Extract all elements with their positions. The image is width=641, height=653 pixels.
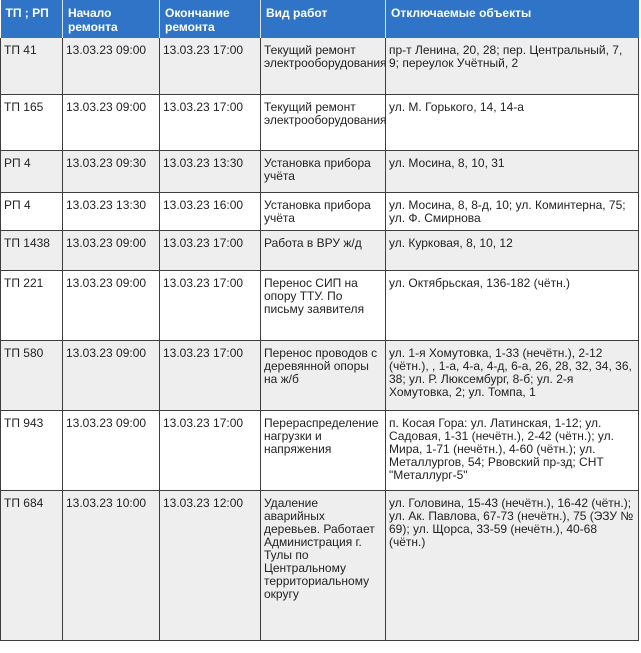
- cell-end: 13.03.23 17:00: [160, 38, 261, 94]
- header-tp: ТП ; РП: [1, 0, 63, 38]
- cell-start: 13.03.23 10:00: [63, 490, 160, 640]
- cell-start: 13.03.23 09:30: [63, 150, 160, 192]
- cell-end: 13.03.23 17:00: [160, 94, 261, 150]
- cell-tp: ТП 221: [1, 270, 63, 340]
- header-start: Начало ремонта: [63, 0, 160, 38]
- cell-start: 13.03.23 09:00: [63, 340, 160, 410]
- cell-tp: ТП 580: [1, 340, 63, 410]
- cell-end: 13.03.23 17:00: [160, 230, 261, 270]
- header-objects: Отключаемые объекты: [386, 0, 639, 38]
- cell-end: 13.03.23 13:30: [160, 150, 261, 192]
- cell-work: Установка прибора учёта: [261, 192, 386, 230]
- cell-objects: ул. Головина, 15-43 (нечётн.), 16-42 (чётн.); ул. Ак. Павлова, 67-73 (нечётн.), 75 (ЭЗУ № 69); ул. Щорса, 33-59 (нечётн.), 40-68 (чётн.): [386, 490, 639, 640]
- cell-end: 13.03.23 17:00: [160, 270, 261, 340]
- cell-tp: ТП 1438: [1, 230, 63, 270]
- header-work: Вид работ: [261, 0, 386, 38]
- cell-start: 13.03.23 09:00: [63, 410, 160, 490]
- cell-objects: ул. Мосина, 8, 10, 31: [386, 150, 639, 192]
- cell-work: Текущий ремонт электрооборудования: [261, 38, 386, 94]
- table-row: [1, 340, 639, 410]
- cell-objects: ул. Курковая, 8, 10, 12: [386, 230, 639, 270]
- table-header-row: [1, 0, 639, 38]
- cell-start: 13.03.23 09:00: [63, 270, 160, 340]
- cell-tp: ТП 943: [1, 410, 63, 490]
- cell-work: Перенос проводов с деревянной опоры на ж/б: [261, 340, 386, 410]
- cell-start: 13.03.23 09:00: [63, 94, 160, 150]
- table-row: [1, 410, 639, 490]
- cell-start: 13.03.23 13:30: [63, 192, 160, 230]
- cell-end: 13.03.23 16:00: [160, 192, 261, 230]
- table-row: [1, 192, 639, 230]
- table-row: [1, 94, 639, 150]
- table-row: [1, 230, 639, 270]
- cell-work: Перенос СИП на опору ТТУ. По письму заявителя: [261, 270, 386, 340]
- cell-tp: РП 4: [1, 192, 63, 230]
- cell-end: 13.03.23 17:00: [160, 410, 261, 490]
- cell-work: Текущий ремонт электрооборудования: [261, 94, 386, 150]
- header-end: Окончание ремонта: [160, 0, 261, 38]
- table-row: [1, 270, 639, 340]
- table-row: [1, 150, 639, 192]
- cell-objects: ул. Октябрьская, 136-182 (чётн.): [386, 270, 639, 340]
- cell-objects: ул. 1-я Хомутовка, 1-33 (нечётн.), 2-12 (чётн.), , 1-а, 4-а, 4-д, 6-а, 26, 28, 32, 34, 36, 38; ул. Р. Люксембург, 8-б; ул. 2-я Хомутовка, 2; ул. Томпа, 1: [386, 340, 639, 410]
- cell-objects: п. Косая Гора: ул. Латинская, 1-12; ул. Садовая, 1-31 (нечётн.), 2-42 (чётн.); ул. Мира, 1-71 (нечётн.), 4-60 (чётн.); ул. Металлургов, 54; Рвовский пр-зд; СНТ "Металлург-5": [386, 410, 639, 490]
- cell-start: 13.03.23 09:00: [63, 230, 160, 270]
- cell-tp: ТП 165: [1, 94, 63, 150]
- cell-end: 13.03.23 12:00: [160, 490, 261, 640]
- cell-tp: ТП 41: [1, 38, 63, 94]
- cell-objects: ул. Мосина, 8, 8-д, 10; ул. Коминтерна, 75; ул. Ф. Смирнова: [386, 192, 639, 230]
- cell-work: Перераспределение нагрузки и напряжения: [261, 410, 386, 490]
- cell-end: 13.03.23 17:00: [160, 340, 261, 410]
- cell-work: Удаление аварийных деревьев. Работает Администрация г. Тулы по Центральному территориальному округу: [261, 490, 386, 640]
- cell-work: Установка прибора учёта: [261, 150, 386, 192]
- cell-objects: ул. М. Горького, 14, 14-а: [386, 94, 639, 150]
- cell-tp: ТП 684: [1, 490, 63, 640]
- cell-work: Работа в ВРУ ж/д: [261, 230, 386, 270]
- cell-tp: РП 4: [1, 150, 63, 192]
- table-row: [1, 490, 639, 640]
- table-row: [1, 38, 639, 94]
- cell-objects: пр-т Ленина, 20, 28; пер. Центральный, 7, 9; переулок Учётный, 2: [386, 38, 639, 94]
- cell-start: 13.03.23 09:00: [63, 38, 160, 94]
